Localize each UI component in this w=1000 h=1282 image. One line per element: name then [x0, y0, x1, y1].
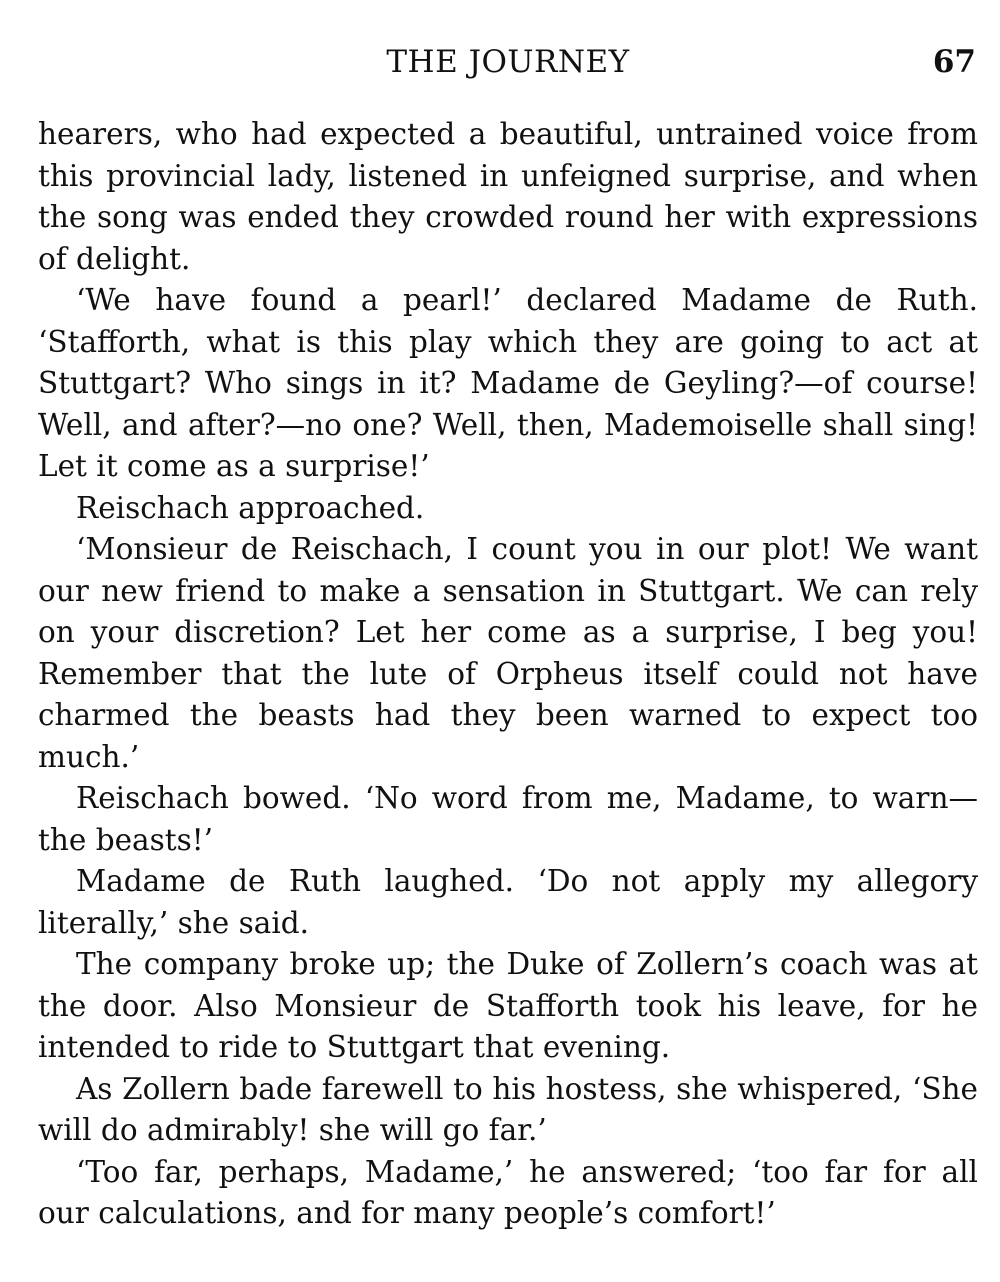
book-page — [38, 38, 978, 1235]
paragraph: Reischach approached. — [76, 490, 425, 525]
paragraph: ‘Monsieur de Reischach, I count you in our plot! We want our new friend to make a sensation in Stuttgart. We can rely on your discretion? Let her come as a surprise, I beg you! Remember that the lute of Orpheus itself could not have charmed the beasts had they been warned to expect too much.’ — [38, 532, 978, 774]
paragraph: hearers, who had expected a beautiful, untrained voice from this provincial lady, listened in unfeigned surprise, and when the song was ended they crowded round her with expressions of delight. — [38, 117, 978, 276]
paragraph: ‘Too far, perhaps, Madame,’ he answered; ‘too far for all our calculations, and for many people’s comfort!’ — [38, 1154, 978, 1230]
page-number: 67 — [932, 44, 976, 80]
paragraph: The company broke up; the Duke of Zollern’s coach was at the door. Also Monsieur de Stafforth took his leave, for he intended to ride to Stuttgart that evening. — [38, 947, 978, 1064]
running-title: THE JOURNEY — [386, 44, 630, 80]
page-header — [38, 38, 978, 90]
paragraph: Reischach bowed. ‘No word from me, Madame, to warn—the beasts!’ — [38, 781, 978, 857]
paragraph: Madame de Ruth laughed. ‘Do not apply my allegory literally,’ she said. — [38, 864, 978, 940]
body-text — [38, 114, 978, 1235]
paragraph: As Zollern bade farewell to his hostess, she whispered, ‘She will do admirably! she will go far.’ — [38, 1071, 978, 1147]
paragraph: ‘We have found a pearl!’ declared Madame de Ruth. ‘Stafforth, what is this play which they are going to act at Stuttgart? Who sings in it? Madame de Geyling?—of course! Well, and after?—no one? Well, then, Mademoiselle shall sing! Let it come as a surprise!’ — [38, 283, 978, 483]
